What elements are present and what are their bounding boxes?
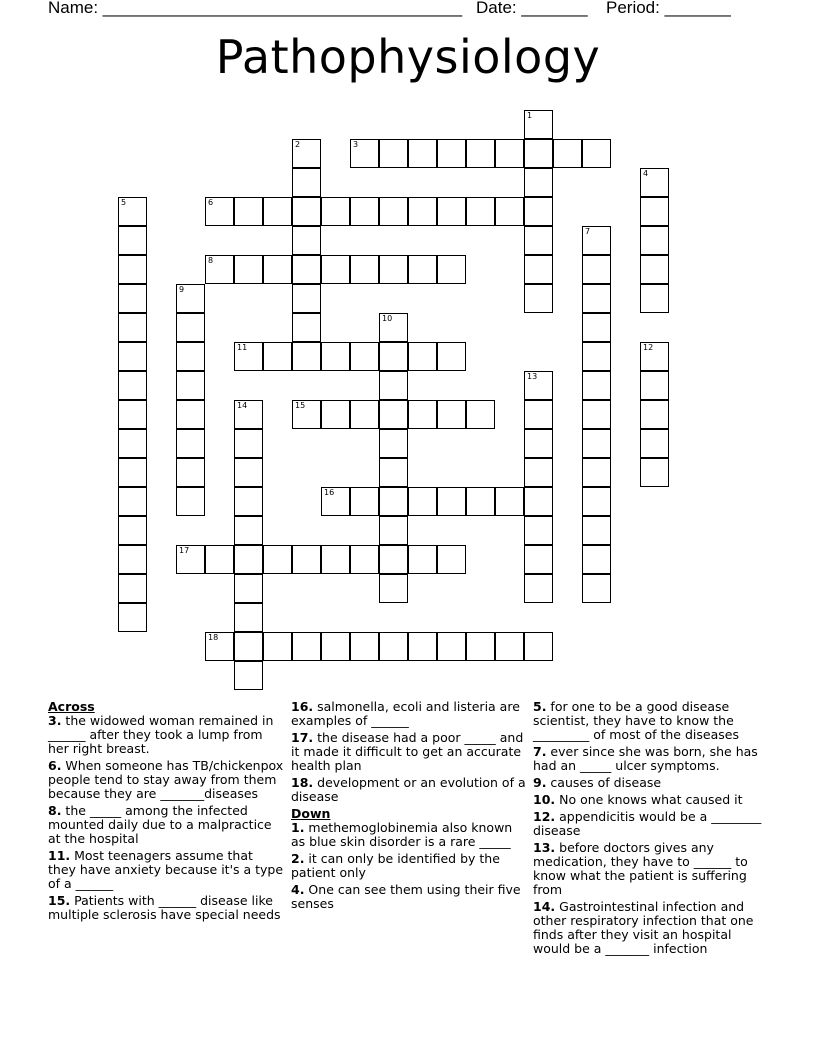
clue-text: salmonella, ecoli and listeria are examples of ______	[291, 699, 520, 728]
grid-cell[interactable]	[205, 197, 234, 226]
grid-cell[interactable]	[234, 400, 263, 429]
grid-cell[interactable]	[437, 139, 466, 168]
grid-cell[interactable]	[495, 487, 524, 516]
grid-cell[interactable]	[524, 197, 553, 226]
clue-number: 13.	[533, 840, 556, 855]
grid-cell[interactable]	[640, 371, 669, 400]
clues-column-2	[291, 700, 527, 914]
grid-cell[interactable]	[553, 139, 582, 168]
grid-cell[interactable]	[321, 400, 350, 429]
grid-cell[interactable]	[495, 632, 524, 661]
clue-item	[533, 745, 769, 773]
clue-text: Most teenagers assume that they have anxiety because it's a type of a ______	[48, 848, 284, 891]
grid-cell[interactable]	[379, 400, 408, 429]
grid-cell[interactable]	[205, 632, 234, 661]
grid-cell[interactable]	[640, 458, 669, 487]
grid-cell[interactable]	[437, 342, 466, 371]
clue-item	[291, 700, 527, 728]
grid-cell[interactable]	[524, 110, 553, 139]
clue-item	[533, 776, 769, 790]
grid-cell[interactable]	[263, 545, 292, 574]
grid-cell[interactable]	[292, 313, 321, 342]
grid-cell[interactable]	[524, 400, 553, 429]
grid-cell[interactable]	[408, 545, 437, 574]
grid-cell[interactable]	[292, 545, 321, 574]
grid-cell[interactable]	[582, 574, 611, 603]
cell-number: 7	[585, 227, 591, 236]
grid-cell[interactable]	[350, 139, 379, 168]
grid-cell[interactable]	[118, 429, 147, 458]
clue-item	[48, 759, 284, 801]
clue-number: 14.	[533, 899, 556, 914]
clue-number: 9.	[533, 775, 547, 790]
cell-number: 13	[527, 372, 538, 381]
grid-cell[interactable]	[205, 545, 234, 574]
grid-cell[interactable]	[234, 255, 263, 284]
cell-number: 10	[382, 314, 393, 323]
grid-cell[interactable]	[524, 284, 553, 313]
grid-cell[interactable]	[292, 342, 321, 371]
grid-cell[interactable]	[379, 516, 408, 545]
clue-text: before doctors gives any medication, they have to ______ to know what the patient is suffering from	[533, 840, 748, 897]
grid-cell[interactable]	[379, 197, 408, 226]
cell-number: 17	[179, 546, 190, 555]
grid-cell[interactable]	[234, 603, 263, 632]
grid-cell[interactable]	[495, 197, 524, 226]
cell-number: 9	[179, 285, 185, 294]
grid-cell[interactable]	[379, 458, 408, 487]
grid-cell[interactable]	[321, 197, 350, 226]
grid-cell[interactable]	[118, 603, 147, 632]
cell-number: 2	[295, 140, 301, 149]
clue-item	[48, 849, 284, 891]
grid-cell[interactable]	[118, 197, 147, 226]
grid-cell[interactable]	[524, 226, 553, 255]
grid-cell[interactable]	[263, 197, 292, 226]
grid-cell[interactable]	[640, 255, 669, 284]
name-field[interactable]: Name: ______________________________________	[48, 0, 463, 17]
clue-text: causes of disease	[546, 775, 662, 790]
grid-cell[interactable]	[118, 458, 147, 487]
grid-cell[interactable]	[437, 487, 466, 516]
grid-cell[interactable]	[524, 458, 553, 487]
grid-cell[interactable]	[408, 139, 437, 168]
grid-cell[interactable]	[350, 632, 379, 661]
grid-cell[interactable]	[118, 574, 147, 603]
grid-cell[interactable]	[582, 429, 611, 458]
grid-cell[interactable]	[524, 371, 553, 400]
clue-number: 18.	[291, 775, 314, 790]
grid-cell[interactable]	[350, 400, 379, 429]
cell-number: 16	[324, 488, 335, 497]
grid-cell[interactable]	[640, 342, 669, 371]
grid-cell[interactable]	[321, 545, 350, 574]
grid-cell[interactable]	[234, 487, 263, 516]
grid-cell[interactable]	[524, 516, 553, 545]
cell-number: 18	[208, 633, 219, 642]
clue-number: 15.	[48, 893, 71, 908]
grid-cell[interactable]	[408, 342, 437, 371]
clue-item	[48, 714, 284, 756]
grid-cell[interactable]	[437, 545, 466, 574]
cell-number: 14	[237, 401, 248, 410]
clue-number: 17.	[291, 730, 314, 745]
clue-item	[48, 894, 284, 922]
grid-cell[interactable]	[582, 487, 611, 516]
grid-cell[interactable]	[350, 255, 379, 284]
across-heading: Across	[48, 699, 95, 714]
grid-cell[interactable]	[466, 197, 495, 226]
grid-cell[interactable]	[234, 458, 263, 487]
grid-cell[interactable]	[234, 574, 263, 603]
clue-item	[533, 841, 769, 897]
clue-item	[533, 793, 769, 807]
grid-cell[interactable]	[321, 632, 350, 661]
down-clue-list-continued	[533, 700, 769, 956]
grid-cell[interactable]	[408, 197, 437, 226]
grid-cell[interactable]	[408, 487, 437, 516]
cell-number: 11	[237, 343, 248, 352]
clues-column-3	[533, 700, 769, 959]
grid-cell[interactable]	[524, 429, 553, 458]
grid-cell[interactable]	[118, 226, 147, 255]
grid-cell[interactable]	[176, 313, 205, 342]
clue-text: appendicitis would be a ________ disease	[533, 809, 762, 838]
grid-cell[interactable]	[379, 574, 408, 603]
clue-number: 10.	[533, 792, 556, 807]
clue-text: the _____ among the infected mounted daily due to a malpractice at the hospital	[48, 803, 272, 846]
down-heading: Down	[291, 806, 331, 821]
grid-cell[interactable]	[437, 255, 466, 284]
grid-cell[interactable]	[292, 632, 321, 661]
grid-cell[interactable]	[176, 342, 205, 371]
clue-number: 1.	[291, 820, 305, 835]
grid-cell[interactable]	[466, 139, 495, 168]
grid-cell[interactable]	[524, 545, 553, 574]
grid-cell[interactable]	[176, 487, 205, 516]
grid-cell[interactable]	[582, 516, 611, 545]
clue-number: 12.	[533, 809, 556, 824]
grid-cell[interactable]	[437, 197, 466, 226]
clue-text: it can only be identified by the patient only	[291, 851, 500, 880]
cell-number: 8	[208, 256, 214, 265]
across-clue-list	[48, 714, 284, 922]
cell-number: 4	[643, 169, 649, 178]
clue-text: methemoglobinemia also known as blue skin disorder is a rare _____	[291, 820, 513, 849]
clue-number: 7.	[533, 744, 547, 759]
grid-cell[interactable]	[524, 574, 553, 603]
grid-cell[interactable]	[408, 255, 437, 284]
grid-cell[interactable]	[408, 632, 437, 661]
grid-cell[interactable]	[582, 371, 611, 400]
grid-cell[interactable]	[640, 400, 669, 429]
grid-cell[interactable]	[379, 487, 408, 516]
grid-cell[interactable]	[379, 255, 408, 284]
grid-cell[interactable]	[379, 545, 408, 574]
clue-item	[48, 804, 284, 846]
grid-cell[interactable]	[321, 342, 350, 371]
clue-text: ever since she was born, she has had an _____ ulcer symptoms.	[533, 744, 758, 773]
grid-cell[interactable]	[205, 255, 234, 284]
clue-text: One can see them using their five senses	[291, 882, 521, 911]
clue-text: When someone has TB/chickenpox people tend to stay away from them because they are _______diseases	[48, 758, 284, 801]
clue-number: 16.	[291, 699, 314, 714]
grid-cell[interactable]	[234, 545, 263, 574]
grid-cell[interactable]	[234, 342, 263, 371]
grid-cell[interactable]	[176, 429, 205, 458]
page-title: Pathophysiology	[215, 30, 601, 84]
grid-cell[interactable]	[350, 342, 379, 371]
grid-cell[interactable]	[495, 139, 524, 168]
clue-text: No one knows what caused it	[555, 792, 743, 807]
clue-number: 4.	[291, 882, 305, 897]
grid-cell[interactable]	[234, 197, 263, 226]
grid-cell[interactable]	[234, 429, 263, 458]
clue-item	[533, 700, 769, 742]
grid-cell[interactable]	[524, 632, 553, 661]
grid-cell[interactable]	[640, 168, 669, 197]
clue-item	[533, 810, 769, 838]
cell-number: 3	[353, 140, 359, 149]
clue-text: the disease had a poor _____ and it made it difficult to get an accurate health plan	[291, 730, 524, 773]
grid-cell[interactable]	[466, 487, 495, 516]
grid-cell[interactable]	[263, 342, 292, 371]
cell-number: 6	[208, 198, 214, 207]
grid-cell[interactable]	[582, 458, 611, 487]
grid-cell[interactable]	[176, 400, 205, 429]
grid-cell[interactable]	[292, 139, 321, 168]
clue-text: the widowed woman remained in ______ after they took a lump from her right breast.	[48, 713, 274, 756]
cell-number: 5	[121, 198, 127, 207]
period-field[interactable]: Period: _______	[606, 0, 731, 17]
grid-cell[interactable]	[524, 255, 553, 284]
grid-cell[interactable]	[582, 313, 611, 342]
grid-cell[interactable]	[292, 400, 321, 429]
grid-cell[interactable]	[379, 429, 408, 458]
grid-cell[interactable]	[234, 661, 263, 690]
grid-cell[interactable]	[263, 632, 292, 661]
grid-cell[interactable]	[582, 226, 611, 255]
grid-cell[interactable]	[524, 139, 553, 168]
clue-number: 2.	[291, 851, 305, 866]
grid-cell[interactable]	[437, 400, 466, 429]
grid-cell[interactable]	[321, 255, 350, 284]
across-clue-list-continued	[291, 700, 527, 804]
grid-cell[interactable]	[408, 400, 437, 429]
grid-cell[interactable]	[292, 255, 321, 284]
grid-cell[interactable]	[582, 342, 611, 371]
grid-cell[interactable]	[350, 487, 379, 516]
down-clue-list	[291, 821, 527, 911]
clue-number: 8.	[48, 803, 62, 818]
clue-text: Gastrointestinal infection and other respiratory infection that one finds after they visit an hospital would be a _______ infection	[533, 899, 754, 956]
grid-cell[interactable]	[524, 168, 553, 197]
clue-text: development or an evolution of a disease	[291, 775, 526, 804]
grid-cell[interactable]	[118, 516, 147, 545]
grid-cell[interactable]	[292, 168, 321, 197]
grid-cell[interactable]	[176, 371, 205, 400]
grid-cell[interactable]	[640, 429, 669, 458]
grid-cell[interactable]	[582, 545, 611, 574]
grid-cell[interactable]	[379, 313, 408, 342]
grid-cell[interactable]	[350, 197, 379, 226]
grid-cell[interactable]	[640, 284, 669, 313]
grid-cell[interactable]	[118, 342, 147, 371]
clue-item	[291, 776, 527, 804]
grid-cell[interactable]	[466, 400, 495, 429]
grid-cell[interactable]	[379, 371, 408, 400]
grid-cell[interactable]	[582, 284, 611, 313]
grid-cell[interactable]	[118, 284, 147, 313]
cell-number: 1	[527, 111, 533, 120]
clue-number: 11.	[48, 848, 71, 863]
grid-cell[interactable]	[292, 226, 321, 255]
clue-text: Patients with ______ disease like multiple sclerosis have special needs	[48, 893, 281, 922]
grid-cell[interactable]	[292, 284, 321, 313]
clue-item	[291, 731, 527, 773]
grid-cell[interactable]	[118, 400, 147, 429]
grid-cell[interactable]	[466, 632, 495, 661]
clue-item	[291, 821, 527, 849]
clue-item	[291, 852, 527, 880]
grid-cell[interactable]	[582, 400, 611, 429]
grid-cell[interactable]	[321, 487, 350, 516]
date-field[interactable]: Date: _______	[476, 0, 588, 17]
grid-cell[interactable]	[524, 487, 553, 516]
grid-cell[interactable]	[350, 545, 379, 574]
grid-cell[interactable]	[263, 255, 292, 284]
clue-item	[291, 883, 527, 911]
grid-cell[interactable]	[582, 255, 611, 284]
grid-cell[interactable]	[118, 255, 147, 284]
clue-number: 5.	[533, 699, 547, 714]
grid-cell[interactable]	[176, 284, 205, 313]
clue-text: for one to be a good disease scientist, they have to know the _________ of most of the diseases	[533, 699, 739, 742]
clue-item	[533, 900, 769, 956]
grid-cell[interactable]	[582, 139, 611, 168]
grid-cell[interactable]	[379, 139, 408, 168]
grid-cell[interactable]	[437, 632, 466, 661]
grid-cell[interactable]	[118, 371, 147, 400]
grid-cell[interactable]	[176, 458, 205, 487]
grid-cell[interactable]	[118, 545, 147, 574]
grid-cell[interactable]	[379, 342, 408, 371]
cell-number: 15	[295, 401, 306, 410]
grid-cell[interactable]	[640, 226, 669, 255]
grid-cell[interactable]	[379, 632, 408, 661]
cell-number: 12	[643, 343, 654, 352]
grid-cell[interactable]	[118, 313, 147, 342]
grid-cell[interactable]	[234, 516, 263, 545]
clues-column-1	[48, 700, 284, 925]
clue-number: 6.	[48, 758, 62, 773]
grid-cell[interactable]	[176, 545, 205, 574]
grid-cell[interactable]	[234, 632, 263, 661]
grid-cell[interactable]	[292, 197, 321, 226]
clue-number: 3.	[48, 713, 62, 728]
grid-cell[interactable]	[640, 197, 669, 226]
grid-cell[interactable]	[118, 487, 147, 516]
